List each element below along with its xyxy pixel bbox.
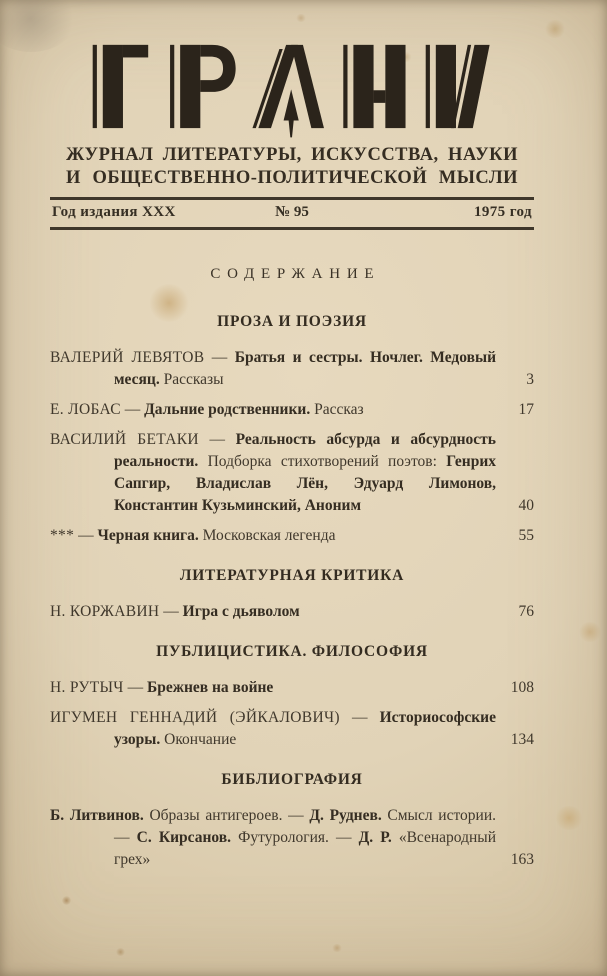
logo-letter-g — [93, 45, 149, 128]
entry-title: Д. Руднев. — [309, 807, 382, 825]
section-heading: БИБЛИОГРАФИЯ — [221, 771, 363, 789]
logo-letter-i — [426, 45, 490, 128]
edition-year-label: Год издания XXX — [52, 204, 176, 221]
toc-section — [50, 567, 534, 623]
logo-letter-n — [343, 45, 405, 128]
section-heading: ПУБЛИЦИСТИКА. ФИЛОСОФИЯ — [156, 643, 428, 661]
entry-plain-text: Рассказы — [159, 371, 224, 389]
entry-page-number: 76 — [518, 603, 534, 621]
entry-author: ИГУМЕН ГЕННАДИЙ (ЭЙКАЛОВИЧ) — [50, 709, 340, 727]
toc-section — [50, 643, 534, 751]
entry-author: ВАЛЕРИЙ ЛЕВЯТОВ — [50, 349, 205, 367]
toc-entry — [50, 525, 534, 547]
entry-text — [50, 399, 496, 421]
journal-subtitle — [50, 144, 534, 190]
toc-entry — [50, 347, 534, 391]
entry-page-number: 134 — [510, 731, 534, 749]
section-heading: ЛИТЕРАТУРНАЯ КРИТИКА — [179, 567, 405, 585]
entry-title: Дальние родственники. — [144, 401, 311, 419]
entry-plain-text: — — [204, 349, 235, 367]
entry-title: Б. Литвинов. — [50, 807, 144, 825]
entry-title: Историософские узоры. — [114, 709, 496, 749]
toc-entry — [50, 601, 534, 623]
entry-plain-text: — — [74, 527, 98, 545]
subtitle-line-2: И ОБЩЕСТВЕННО-ПОЛИТИЧЕСКОЙ МЫСЛИ — [66, 168, 518, 189]
entry-author: Н. РУТЫЧ — [50, 679, 124, 697]
entry-author: *** — [50, 527, 75, 545]
entry-plain-text: Смысл истории. — — [114, 807, 496, 847]
journal-logo — [91, 44, 493, 138]
entry-title: Братья и сестры. Ночлег. Медовый месяц. — [114, 349, 497, 389]
toc-entry — [50, 399, 534, 421]
section-heading: ПРОЗА И ПОЭЗИЯ — [217, 313, 367, 331]
toc-entry — [50, 707, 534, 751]
entry-plain-text: — — [123, 679, 147, 697]
entry-author: Е. ЛОБАС — [50, 401, 121, 419]
entry-text — [50, 677, 496, 699]
entry-title: Реальность абсурда и абсурдность реальности. — [114, 431, 496, 471]
entry-plain-text: Подборка стихотворений поэтов: — [198, 453, 447, 471]
logo-letter-r — [170, 45, 236, 128]
logo-letter-a — [252, 45, 323, 138]
entry-page-number: 163 — [510, 851, 534, 869]
toc-section — [50, 771, 534, 871]
entry-text — [50, 601, 496, 623]
entry-title: Д. Р. — [358, 829, 392, 847]
entry-plain-text: Рассказ — [310, 401, 364, 419]
toc-entry — [50, 805, 534, 871]
entry-text — [50, 805, 497, 871]
entry-plain-text: Московская легенда — [198, 527, 336, 545]
page-content — [50, 0, 534, 879]
entry-plain-text: Окончание — [160, 731, 237, 749]
entry-text — [50, 525, 496, 547]
entry-page-number: 108 — [510, 679, 534, 697]
bottom-rule — [50, 227, 534, 230]
issue-number: № 95 — [275, 204, 309, 221]
issue-info-row — [50, 200, 534, 227]
entry-title: Генрих Сапгир, Владислав Лён, Эдуард Лимонов, Константин Кузьминский, Аноним — [114, 453, 496, 515]
entry-text — [50, 429, 496, 517]
entry-plain-text: «Всенародный грех» — [114, 829, 497, 869]
entry-plain-text: Образы антигероев. — — [143, 807, 310, 825]
entry-page-number: 3 — [526, 371, 534, 389]
entry-author: ВАСИЛИЙ БЕТАКИ — [50, 431, 199, 449]
entry-plain-text: — — [120, 401, 145, 419]
entry-page-number: 55 — [518, 527, 534, 545]
publication-year: 1975 год — [473, 204, 532, 221]
toc-entry — [50, 429, 534, 517]
entry-title: Брежнев на войне — [146, 679, 274, 697]
entry-title: Игра с дьяволом — [182, 603, 300, 621]
entry-text — [50, 347, 497, 391]
subtitle-line-1: ЖУРНАЛ ЛИТЕРАТУРЫ, ИСКУССТВА, НАУКИ — [66, 145, 518, 166]
entry-plain-text: — — [159, 603, 183, 621]
entry-plain-text: — — [339, 709, 380, 727]
entry-plain-text: — — [198, 431, 236, 449]
toc-sections — [50, 313, 534, 871]
toc-entry — [50, 677, 534, 699]
entry-author: Н. КОРЖАВИН — [50, 603, 160, 621]
entry-title: Черная книга. — [97, 527, 199, 545]
contents-title: СОДЕРЖАНИЕ — [210, 266, 381, 283]
entry-page-number: 17 — [518, 401, 534, 419]
entry-title: С. Кирсанов. — [136, 829, 231, 847]
entry-text — [50, 707, 496, 751]
entry-plain-text: Футурология. — — [231, 829, 359, 847]
toc-section — [50, 313, 534, 547]
masthead — [50, 44, 534, 138]
entry-page-number: 40 — [518, 497, 534, 515]
